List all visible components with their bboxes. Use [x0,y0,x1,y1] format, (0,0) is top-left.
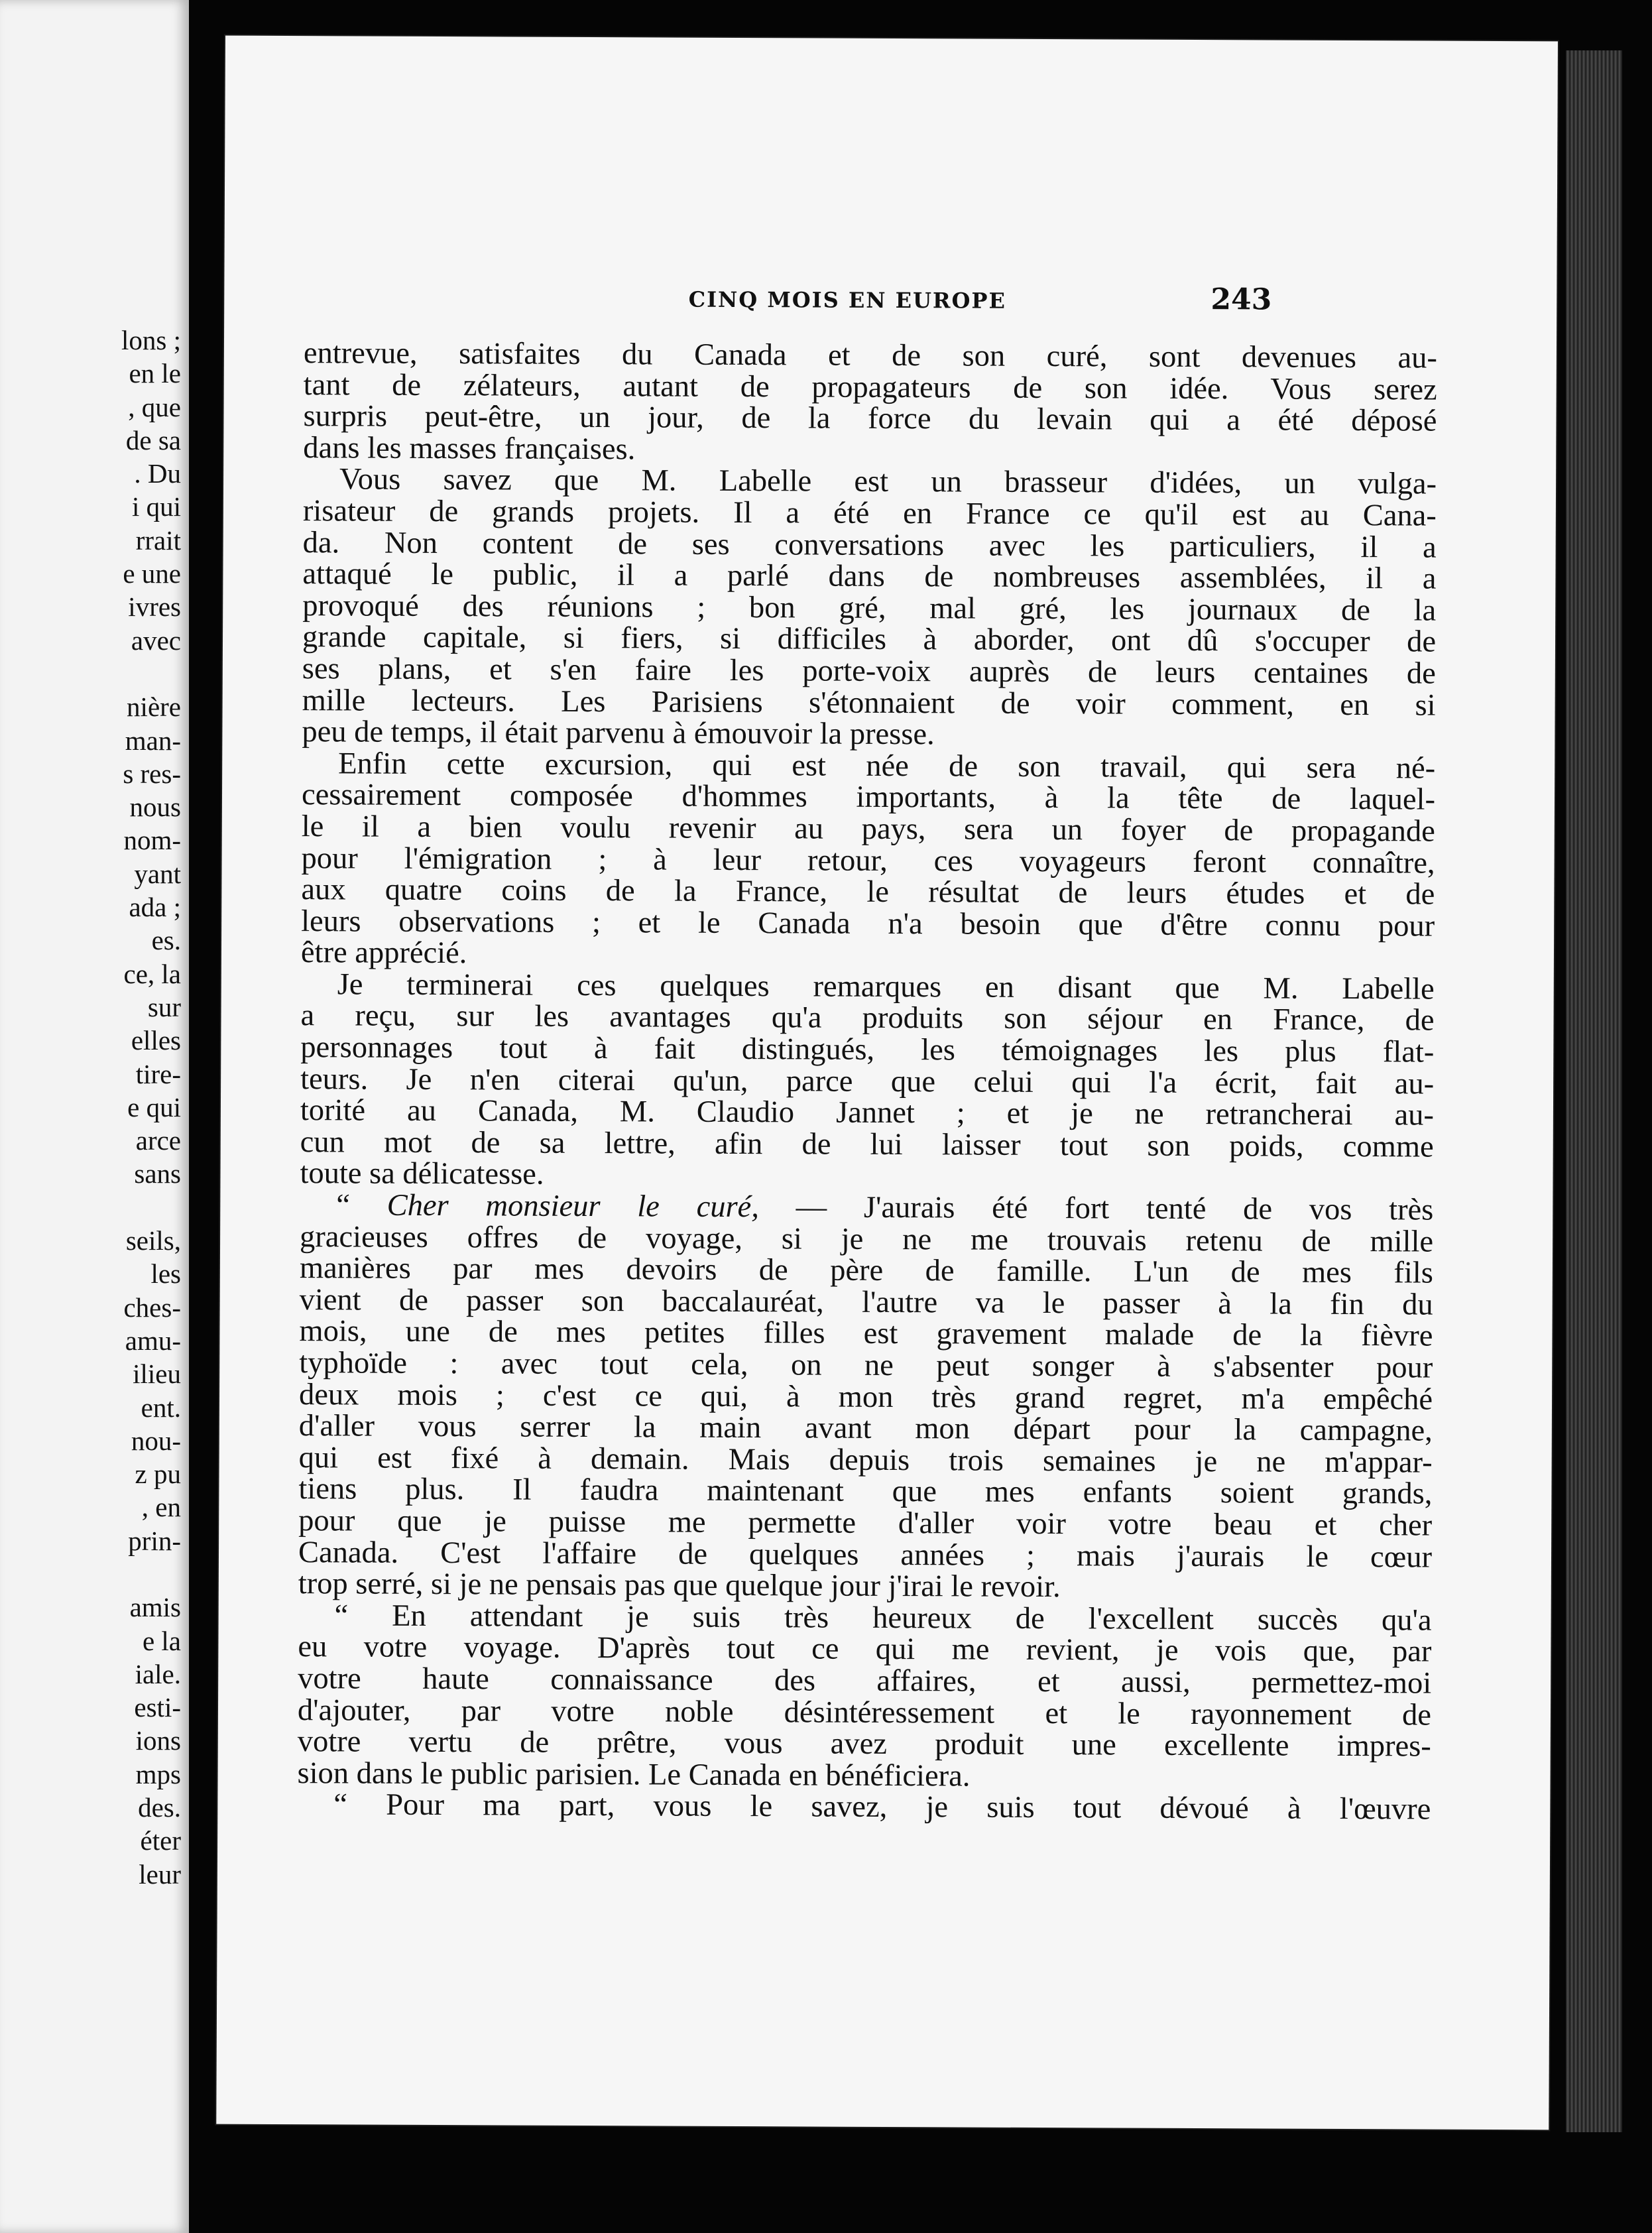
page-number: 243 [1210,282,1272,317]
text-line: être apprécié. [300,935,467,971]
left-page-line: e une [123,558,181,589]
page-edges [1566,50,1622,2132]
left-page-line: i qui [131,491,181,522]
left-page-line: z pu [135,1459,181,1490]
text-line: entrevue, satisfaites du Canada et de son curé, sont devenues au- [303,336,1438,375]
text-line: “ Pour ma part, vous le savez, je suis tout dévoué à l'œuvre [333,1787,1431,1827]
left-page-line: yant [134,858,181,889]
left-page-line: des. [138,1792,181,1823]
text-line: teurs. Je n'en citerai qu'un, parce que celui qui l'a écrit, fait au- [300,1061,1435,1101]
text-line: tiens plus. Il faudra maintenant que mes enfants soient grands, [298,1472,1433,1511]
left-page-line: es. [151,925,181,956]
left-page-line: nom- [123,825,181,856]
left-page-line: nou- [131,1425,181,1456]
left-page-line: ions [135,1725,181,1756]
left-page-line: éter [140,1825,181,1856]
left-page-line: amu- [125,1325,181,1356]
left-page-line: iale. [135,1658,181,1689]
left-page-line: e qui [127,1091,181,1122]
left-page-line: lons ; [121,325,181,355]
left-page-line: mps [135,1758,181,1789]
text-line: tant de zélateurs, autant de propagateurs de son idée. Vous serez [303,367,1437,407]
left-page-line: en le [129,358,181,389]
left-page-line: elles [131,1025,181,1056]
text-line: ses plans, et s'en faire les porte-voix auprès de leurs centaines de [302,652,1436,691]
text-line: a reçu, sur les avantages qu'a produits son séjour en France, de [300,998,1435,1038]
text-line: d'ajouter, par votre noble désintéressement et le rayonnement de [297,1693,1432,1732]
left-page-line: tire- [135,1058,181,1089]
left-page-line: leur [139,1858,181,1890]
left-page-line: ce, la [123,958,181,989]
text-line: deux mois ; c'est ce qui, à mon très grand regret, m'a empêché [298,1377,1433,1417]
text-line: manières par mes devoirs de père de famille. L'un de mes fils [299,1251,1433,1290]
left-page-line: seils, [125,1225,181,1256]
running-title: CINQ MOIS EN EUROPE [688,286,1006,314]
left-page-line: sur [147,991,181,1022]
text-line: “ Cher monsieur le curé, — J'aurais été fort tenté de vos très [336,1188,1434,1227]
text-line: torité au Canada, M. Claudio Jannet ; et je ne retrancherai au- [300,1093,1435,1132]
text-line: Canada. C'est l'affaire de quelques années ; mais j'aurais le cœur [298,1535,1433,1575]
left-page-line [5,1557,181,1591]
left-page-line: nous [129,792,181,823]
left-page-line [5,657,181,690]
text-line: peu de temps, il était parvenu à émouvoir la presse. [302,715,935,752]
left-page-line: ent. [141,1392,181,1423]
left-page-line: avec [131,625,181,656]
left-page-line: ilieu [133,1358,181,1390]
text-line: qui est fixé à demain. Mais depuis trois semaines je ne m'appar- [298,1440,1433,1480]
text-line: pour l'émigration ; à leur retour, ces voyageurs feront connaître, [301,841,1435,880]
text-line: toute sa délicatesse. [300,1156,544,1192]
text-line: sion dans le public parisien. Le Canada en bénéficiera. [297,1756,971,1793]
left-page-line: . Du [134,458,181,489]
text-line: grande capitale, si fiers, si difficiles à aborder, ont dû s'occuper de [302,620,1437,659]
text-line: Vous savez que M. Labelle est un brasseur d'idées, un vulga- [339,462,1437,501]
left-page-line: , en [141,1492,181,1523]
left-page-line: esti- [134,1692,181,1723]
left-page-text [5,324,181,1891]
text-line: cessairement composée d'hommes importants, à la tête de laquel- [301,778,1436,817]
text-line: votre haute connaissance des affaires, et aussi, permettez-moi [298,1661,1432,1701]
text-line: provoqué des réunions ; bon gré, mal gré, les journaux de la [302,588,1437,628]
left-page-fragment [0,0,189,2233]
left-page-line: e la [142,1625,181,1656]
left-page-line: ches- [123,1292,181,1323]
text-line: votre vertu de prêtre, vous avez produit une excellente impres- [297,1724,1431,1764]
text-line: da. Non content de ses conversations avec les particuliers, il a [302,525,1437,565]
text-line: gracieuses offres de voyage, si je ne me trouvais retenu de mille [299,1219,1434,1259]
left-page-line: nière [127,692,181,723]
body-text [297,337,1437,1825]
text-line: pour que je puisse me permette d'aller voir votre beau et cher [298,1504,1433,1543]
left-page-line [5,1191,181,1224]
text-line: aux quatre coins de la France, le résultat de leurs études et de [301,873,1435,912]
text-line: Je terminerai ces quelques remarques en disant que M. Labelle [337,967,1435,1006]
book-page [216,36,1558,2130]
left-page-line: amis [129,1592,181,1623]
left-page-line: les [150,1258,181,1290]
text-line: mois, une de mes petites filles est gravement malade de la fièvre [299,1314,1433,1353]
text-line: leurs observations ; et le Canada n'a besoin que d'être connu pour [301,904,1435,943]
left-page-line: , que [128,391,181,422]
text-line: risateur de grands projets. Il a été en France ce qu'il est au Cana- [302,494,1437,533]
text-line: le il a bien voulu revenir au pays, sera un foyer de propagande [301,810,1435,849]
left-page-line: de sa [125,424,181,455]
left-page-line: prin- [128,1525,181,1556]
text-line: Enfin cette excursion, qui est née de son travail, qui sera né- [338,747,1436,786]
text-line: eu votre voyage. D'après tout ce qui me revient, je vois que, par [298,1630,1432,1669]
left-page-line: s res- [123,758,181,789]
text-line: surpris peut-être, un jour, de la force du levain qui a été déposé [303,399,1437,438]
text-line: attaqué le public, il a parlé dans de nombreuses assemblées, il a [302,557,1437,596]
text-line: personnages tout à fait distingués, les témoignages les plus flat- [300,1030,1435,1069]
text-line: “ En attendant je suis très heureux de l'excellent succès qu'a [334,1599,1432,1638]
left-page-line: rrait [135,524,181,556]
text-line: typhoïde : avec tout cela, on ne peut songer à s'absenter pour [299,1346,1433,1385]
left-page-line: sans [134,1158,181,1189]
text-line: mille lecteurs. Les Parisiens s'étonnaient de voir comment, en si [302,683,1436,723]
text-line: vient de passer son baccalauréat, l'autre va le passer à la fin du [299,1282,1433,1322]
left-page-line: ada ; [129,892,181,923]
text-line: cun mot de sa lettre, afin de lui laisser tout son poids, comme [300,1124,1434,1164]
left-page-line: arce [135,1125,181,1156]
text-line: d'aller vous serrer la main avant mon départ pour la campagne, [298,1409,1433,1448]
text-line: dans les masses françaises. [303,430,636,467]
text-line: trop serré, si je ne pensais pas que quelque jour j'irai le revoir. [298,1567,1061,1604]
left-page-line: man- [125,725,181,756]
left-page-line: ivres [128,591,181,623]
italic-salutation: Cher monsieur le curé, [386,1188,760,1225]
